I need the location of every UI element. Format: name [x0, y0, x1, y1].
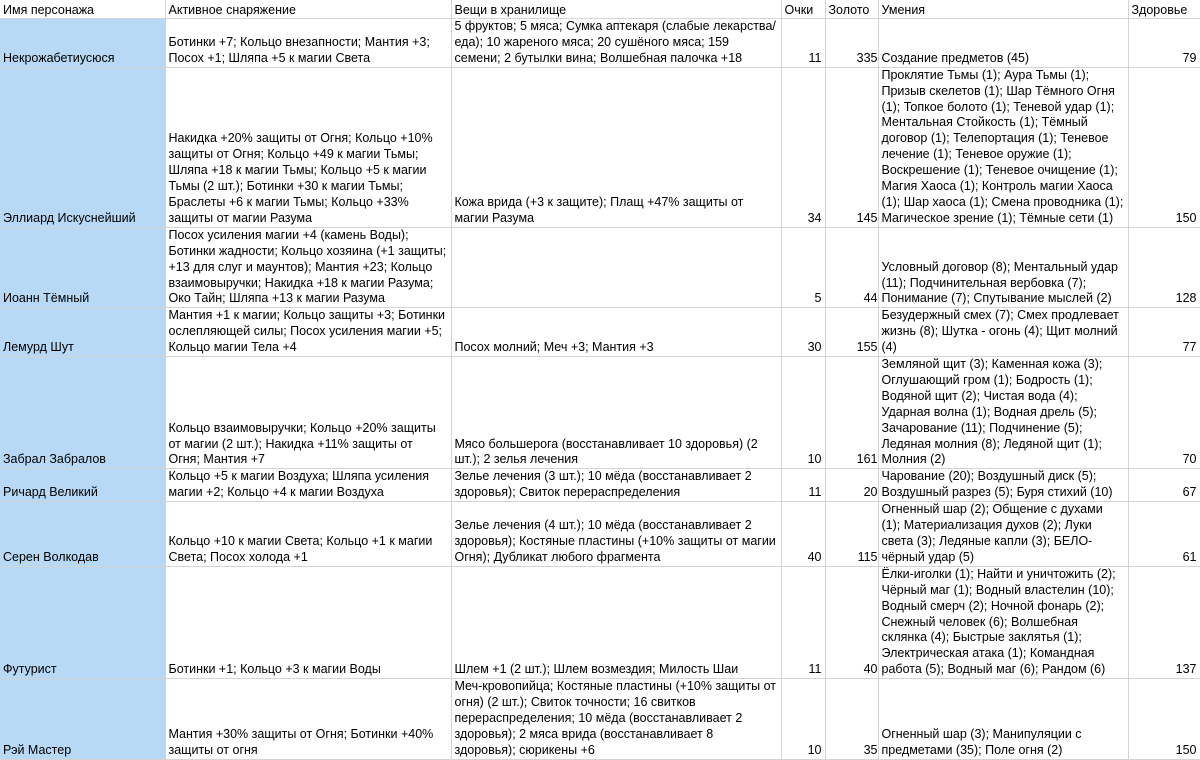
- cell-gold[interactable]: 35: [825, 679, 878, 760]
- cell-health[interactable]: 61: [1128, 502, 1200, 567]
- cell-skills[interactable]: Проклятие Тьмы (1); Аура Тьмы (1); Призыв скелетов (1); Шар Тёмного Огня (1); Топкое болото (1); Теневой удар (1); Ментальная Стойкость (1); Тёмный договор (1); Телепортация (1); Теневое лечение (1); Теневое оружие (1); Воскрешение (1); Теневое очищение (1); Магия Хаоса (1); Контроль магии Хаоса (1); Шар хаоса (1); Смена проводника (1); Магическое зрение (1); Тёмные сети (1): [878, 67, 1128, 227]
- table-row: [0, 67, 1200, 227]
- cell-name[interactable]: Рэй Мастер: [0, 679, 165, 760]
- cell-storage[interactable]: Зелье лечения (4 шт.); 10 мёда (восстанавливает 2 здоровья); Костяные пластины (+10% защиты от магии Огня); Дубликат любого фрагмента: [451, 502, 781, 567]
- cell-name[interactable]: Лемурд Шут: [0, 308, 165, 357]
- cell-gear[interactable]: Ботинки +1; Кольцо +3 к магии Воды: [165, 566, 451, 678]
- cell-name[interactable]: Эллиард Искуснейший: [0, 67, 165, 227]
- cell-gold[interactable]: 115: [825, 502, 878, 567]
- cell-health[interactable]: 70: [1128, 357, 1200, 469]
- cell-gear[interactable]: Посох усиления магии +4 (камень Воды); Ботинки жадности; Кольцо хозяина (+1 защиты; +13 для слуг и маунтов); Мантия +23; Кольцо взаимовыручки; Накидка +18 к магии Разума; Око Тайн; Шляпа +13 к магии Разума: [165, 227, 451, 308]
- table-row: [0, 227, 1200, 308]
- header-storage[interactable]: Вещи в хранилище: [451, 0, 781, 19]
- table-row: [0, 502, 1200, 567]
- cell-storage[interactable]: [451, 227, 781, 308]
- cell-gold[interactable]: 161: [825, 357, 878, 469]
- cell-storage[interactable]: Посох молний; Меч +3; Мантия +3: [451, 308, 781, 357]
- cell-gold[interactable]: 145: [825, 67, 878, 227]
- header-name[interactable]: Имя персонажа: [0, 0, 165, 19]
- table-row: [0, 19, 1200, 68]
- header-health[interactable]: Здоровье: [1128, 0, 1200, 19]
- cell-storage[interactable]: Шлем +1 (2 шт.); Шлем возмездия; Милость Шаи: [451, 566, 781, 678]
- cell-storage[interactable]: Меч-кровопийца; Костяные пластины (+10% защиты от огня) (2 шт.); Свиток точности; 16 свитков перераспределения; 10 мёда (восстанавливает 2 здоровья); 2 мяса врида (восстанавливает 8 здоровья); сюрикены +6: [451, 679, 781, 760]
- cell-name[interactable]: Иоанн Тёмный: [0, 227, 165, 308]
- cell-health[interactable]: 77: [1128, 308, 1200, 357]
- cell-gear[interactable]: Мантия +30% защиты от Огня; Ботинки +40% защиты от огня: [165, 679, 451, 760]
- cell-health[interactable]: 150: [1128, 67, 1200, 227]
- cell-name[interactable]: Серен Волкодав: [0, 502, 165, 567]
- cell-gold[interactable]: 335: [825, 19, 878, 68]
- cell-health[interactable]: 128: [1128, 227, 1200, 308]
- header-skills[interactable]: Умения: [878, 0, 1128, 19]
- cell-name[interactable]: Футурист: [0, 566, 165, 678]
- header-gold[interactable]: Золото: [825, 0, 878, 19]
- cell-storage[interactable]: Зелье лечения (3 шт.); 10 мёда (восстанавливает 2 здоровья); Свиток перераспределения: [451, 469, 781, 502]
- cell-gold[interactable]: 40: [825, 566, 878, 678]
- cell-gear[interactable]: Кольцо взаимовыручки; Кольцо +20% защиты от магии (2 шт.); Накидка +11% защиты от Огня; Мантия +7: [165, 357, 451, 469]
- cell-name[interactable]: Ричард Великий: [0, 469, 165, 502]
- cell-name[interactable]: Забрал Забралов: [0, 357, 165, 469]
- cell-gold[interactable]: 44: [825, 227, 878, 308]
- cell-points[interactable]: 34: [781, 67, 825, 227]
- cell-gold[interactable]: 20: [825, 469, 878, 502]
- cell-gear[interactable]: Кольцо +5 к магии Воздуха; Шляпа усиления магии +2; Кольцо +4 к магии Воздуха: [165, 469, 451, 502]
- cell-skills[interactable]: Условный договор (8); Ментальный удар (11); Подчинительная вербовка (7); Понимание (7); Спутывание мыслей (2): [878, 227, 1128, 308]
- cell-health[interactable]: 67: [1128, 469, 1200, 502]
- table-row: [0, 679, 1200, 760]
- cell-storage[interactable]: Мясо большерога (восстанавливает 10 здоровья) (2 шт.); 2 зелья лечения: [451, 357, 781, 469]
- table-row: [0, 308, 1200, 357]
- cell-points[interactable]: 11: [781, 19, 825, 68]
- cell-points[interactable]: 40: [781, 502, 825, 567]
- cell-skills[interactable]: Огненный шар (3); Манипуляции с предметами (35); Поле огня (2): [878, 679, 1128, 760]
- cell-storage[interactable]: Кожа врида (+3 к защите); Плащ +47% защиты от магии Разума: [451, 67, 781, 227]
- cell-gear[interactable]: Ботинки +7; Кольцо внезапности; Мантия +3; Посох +1; Шляпа +5 к магии Света: [165, 19, 451, 68]
- table-row: [0, 357, 1200, 469]
- cell-health[interactable]: 150: [1128, 679, 1200, 760]
- header-points[interactable]: Очки: [781, 0, 825, 19]
- cell-skills[interactable]: Чарование (20); Воздушный диск (5); Воздушный разрез (5); Буря стихий (10): [878, 469, 1128, 502]
- cell-skills[interactable]: Безудержный смех (7); Смех продлевает жизнь (8); Шутка - огонь (4); Щит молний (4): [878, 308, 1128, 357]
- header-gear[interactable]: Активное снаряжение: [165, 0, 451, 19]
- cell-gear[interactable]: Мантия +1 к магии; Кольцо защиты +3; Ботинки ослепляющей силы; Посох усиления магии +5; Кольцо магии Тела +4: [165, 308, 451, 357]
- table-row: [0, 566, 1200, 678]
- cell-health[interactable]: 137: [1128, 566, 1200, 678]
- header-row: [0, 0, 1200, 19]
- cell-points[interactable]: 5: [781, 227, 825, 308]
- cell-skills[interactable]: Огненный шар (2); Общение с духами (1); Материализация духов (2); Луки света (3); Ледяные капли (3); БЕЛО-чёрный удар (5): [878, 502, 1128, 567]
- cell-gold[interactable]: 155: [825, 308, 878, 357]
- table-row: [0, 469, 1200, 502]
- cell-skills[interactable]: Ёлки-иголки (1); Найти и уничтожить (2); Чёрный маг (1); Водный властелин (10); Водный смерч (2); Ночной фонарь (2); Снежный человек (6); Волшебная склянка (4); Быстрые заклятья (1); Электрическая атака (1); Командная работа (5); Водный маг (6); Рандом (6): [878, 566, 1128, 678]
- cell-points[interactable]: 30: [781, 308, 825, 357]
- cell-storage[interactable]: 5 фруктов; 5 мяса; Сумка аптекаря (слабые лекарства/еда); 10 жареного мяса; 20 сушёного мяса; 159 семени; 2 бутылки вина; Волшебная палочка +18: [451, 19, 781, 68]
- cell-health[interactable]: 79: [1128, 19, 1200, 68]
- cell-skills[interactable]: Создание предметов (45): [878, 19, 1128, 68]
- cell-gear[interactable]: Накидка +20% защиты от Огня; Кольцо +10% защиты от Огня; Кольцо +49 к магии Тьмы; Шляпа +18 к магии Тьмы; Кольцо +5 к магии Тьмы (2 шт.); Ботинки +30 к магии Тьмы; Браслеты +6 к магии Тьмы; Кольцо +33% защиты от магии Разума: [165, 67, 451, 227]
- cell-gear[interactable]: Кольцо +10 к магии Света; Кольцо +1 к магии Света; Посох холода +1: [165, 502, 451, 567]
- cell-points[interactable]: 11: [781, 566, 825, 678]
- cell-points[interactable]: 10: [781, 679, 825, 760]
- cell-points[interactable]: 11: [781, 469, 825, 502]
- cell-points[interactable]: 10: [781, 357, 825, 469]
- cell-name[interactable]: Некрожабетиусюся: [0, 19, 165, 68]
- cell-skills[interactable]: Земляной щит (3); Каменная кожа (3); Оглушающий гром (1); Бодрость (1); Водяной щит (2); Чистая вода (4); Ударная волна (1); Водная дрель (5); Зачарование (11); Подчинение (5); Ледяная молния (8); Ледяной щит (1); Молния (2): [878, 357, 1128, 469]
